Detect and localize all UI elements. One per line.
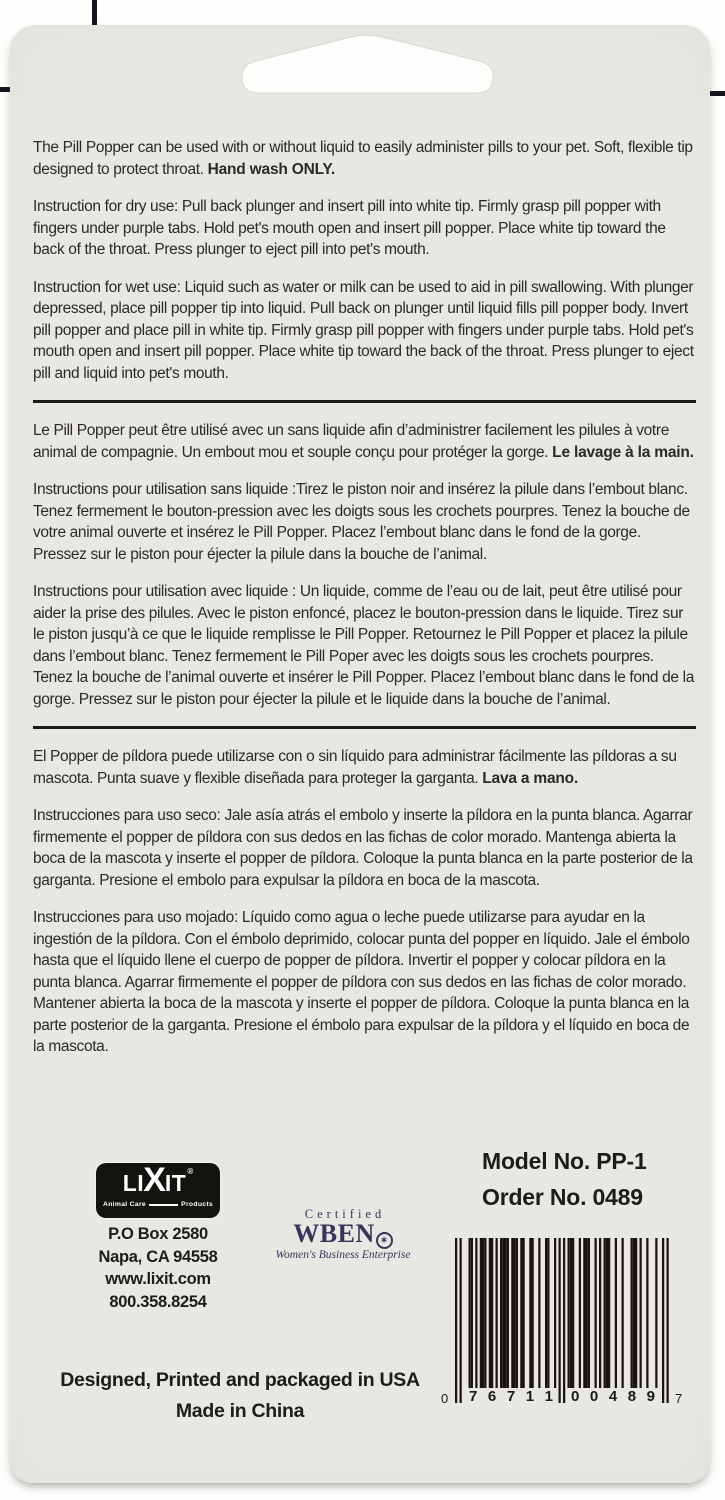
lixit-tagline-row: [96, 1201, 220, 1208]
upc-barcode-block: [441, 1238, 683, 1428]
english-hand-wash-warning: Hand wash ONLY.: [207, 160, 335, 178]
lixit-tagline-left: Animal Care: [103, 1201, 146, 1208]
section-divider-english-french: [33, 400, 696, 403]
origin-line-china: Made in China: [175, 1400, 305, 1422]
lixit-logo: [96, 1163, 220, 1218]
origin-line-usa: Designed, Printed and packaged in USA: [60, 1369, 420, 1391]
registered-trademark-icon: ®: [187, 1167, 194, 1176]
wbenc-wordmark: [266, 1219, 420, 1248]
model-number-block: [482, 1143, 647, 1215]
model-number: Model No. PP-1: [482, 1148, 647, 1174]
package-back-card: [10, 25, 710, 1483]
lixit-address-block: [76, 1223, 240, 1313]
section-divider-french-spanish: [33, 726, 696, 729]
origin-statement-block: [30, 1365, 450, 1427]
instructions-text: [33, 25, 696, 1074]
english-dry-use-paragraph: Instruction for dry use: Pull back plunger and insert pill into white tip. Firmly grasp pill popper with fingers under purple tabs. Hold pet's mouth open and insert pill popper. Place white tip toward the back of the throat. Press plunger to eject pill into pet's mouth.: [33, 198, 666, 258]
wbenc-figure-icon: ✶: [376, 1232, 393, 1249]
instructions-spanish: [33, 746, 696, 1058]
barcode-digit-check: 7: [675, 1391, 683, 1406]
address-website: www.lixit.com: [105, 1270, 211, 1288]
french-hand-wash-warning: Le lavage à la main.: [552, 443, 694, 461]
barcode-digits-right-group: 0 0 4 8 9: [569, 1388, 657, 1405]
instructions-english: [33, 137, 696, 384]
lixit-tagline-rule: [149, 1204, 178, 1206]
lixit-letters-it: IT: [164, 1169, 187, 1196]
french-dry-use-paragraph: Instructions pour utilisation sans liquide :Tirez le piston noir and insérez la pilule dans l’embout blanc. Tenez fermement le bouton-pression avec les doigts sous les crochets pourpres. Tenez la bouche de votre animal ouverte et insérez le Pill Popper. Placez l’embout blanc dans le fond de la gorge. Pressez sur le piston pour éjecter la pilule dans la bouche de l’animal.: [33, 481, 690, 563]
lixit-letter-x: X: [143, 1161, 166, 1199]
spanish-intro-text: El Popper de píldora puede utilizarse con o sin líquido para administrar fácilmente las píldoras a su mascota. Punta suave y flexible diseñada para proteger la garganta.: [33, 748, 677, 787]
english-intro-paragraph: [33, 137, 696, 180]
address-po-box: P.O Box 2580: [108, 1225, 208, 1243]
barcode-digit-system: 0: [441, 1391, 449, 1406]
lixit-wordmark: [122, 1161, 194, 1200]
french-wet-use-paragraph: Instructions pour utilisation avec liquide : Un liquide, comme de l’eau ou de lait, peut être utilisé pour aider la prise des pilules. Avec le piston enfoncé, placez le bouton-pression dans le liquide. Tirez sur le piston jusqu’à ce que le liquide remplisse le Pill Popper. Retournez le Pill Popper et placez la pilule dans l’embout blanc. Tenez fermement le Pill Poper avec les doigts sous les crochets pourpres. Tenez la bouche de l’animal ouverte et insérer le Pill Popper. Placez l’embout blanc dans le fond de la gorge. Pressez sur le piston pour éjecter la pilule et le liquide dans la bouche de l’animal.: [33, 583, 695, 708]
wbenc-certified-label: Certified: [304, 1207, 386, 1221]
french-intro-paragraph: [33, 420, 696, 463]
barcode-digits-row: [441, 1388, 683, 1408]
wbenc-tagline: Women's Business Enterprise: [275, 1248, 411, 1261]
french-intro-text: Le Pill Popper peut être utilisé avec un sans liquide afin d’administrer facilement les pilules à votre animal de compagnie. Un embout mou et souple conçu pour protéger la gorge.: [33, 422, 669, 461]
order-number: Order No. 0489: [482, 1184, 643, 1210]
instructions-french: [33, 420, 696, 710]
barcode-digits-left-group: 7 6 7 1 1: [467, 1388, 555, 1405]
wbenc-logo: [266, 1207, 420, 1261]
address-city: Napa, CA 94558: [98, 1247, 218, 1266]
spanish-wet-use-paragraph: Instrucciones para uso mojado: Líquido como agua o leche puede utilizarse para ayudar en la ingestión de la píldora. Con el émbolo deprimido, colocar punta del popper en líquido. Jale el émbolo hasta que el líquido llene el cuerpo de popper de píldora. Invertir el popper y colocar píldora en la punta blanca. Agarrar firmemente el popper de píldora con sus dedos en las fichas de color morado. Mantener abierta la boca de la mascota y inserte el popper de píldora. Coloque la punta blanca en la parte posterior de la garganta. Presione el émbolo para expulsar de la píldora y el líquido en boca de la mascota.: [33, 909, 690, 1055]
spanish-intro-paragraph: [33, 746, 696, 789]
lixit-letters-li: LI: [122, 1169, 145, 1196]
spanish-dry-use-paragraph: Instrucciones para uso seco: Jale asía atrás el embolo y inserte la píldora en la punta blanca. Agarrar firmemente el popper de píldora con sus dedos en las fichas de color morado. Mantenga abierta la boca de la mascota y inserte el popper de píldora. Coloque la punta blanca en la parte posterior de la garganta. Presione el embolo para expulsar la píldora en boca de la mascota.: [33, 807, 693, 889]
spanish-hand-wash-warning: Lava a mano.: [482, 769, 579, 787]
english-intro-text: The Pill Popper can be used with or without liquid to easily administer pills to your pet. Soft, flexible tip designed to protect throat.: [33, 139, 693, 178]
lixit-tagline-right: Products: [181, 1201, 213, 1208]
address-phone: 800.358.8254: [109, 1292, 207, 1311]
english-wet-use-paragraph: Instruction for wet use: Liquid such as water or milk can be used to aid in pill swallowing. With plunger depressed, place pill popper tip into liquid. Pull back on plunger until liquid fills pill popper body. Invert pill popper and place pill in white tip. Firmly grasp pill popper with fingers under purple tabs. Hold pet's mouth open and insert pill popper. Place white tip toward the back of the throat. Press plunger to eject pill and liquid into pet's mouth.: [33, 278, 694, 382]
crop-mark-top: [92, 0, 97, 27]
barcode-bars: [455, 1238, 669, 1404]
wbenc-letters: WBEN: [293, 1219, 375, 1248]
